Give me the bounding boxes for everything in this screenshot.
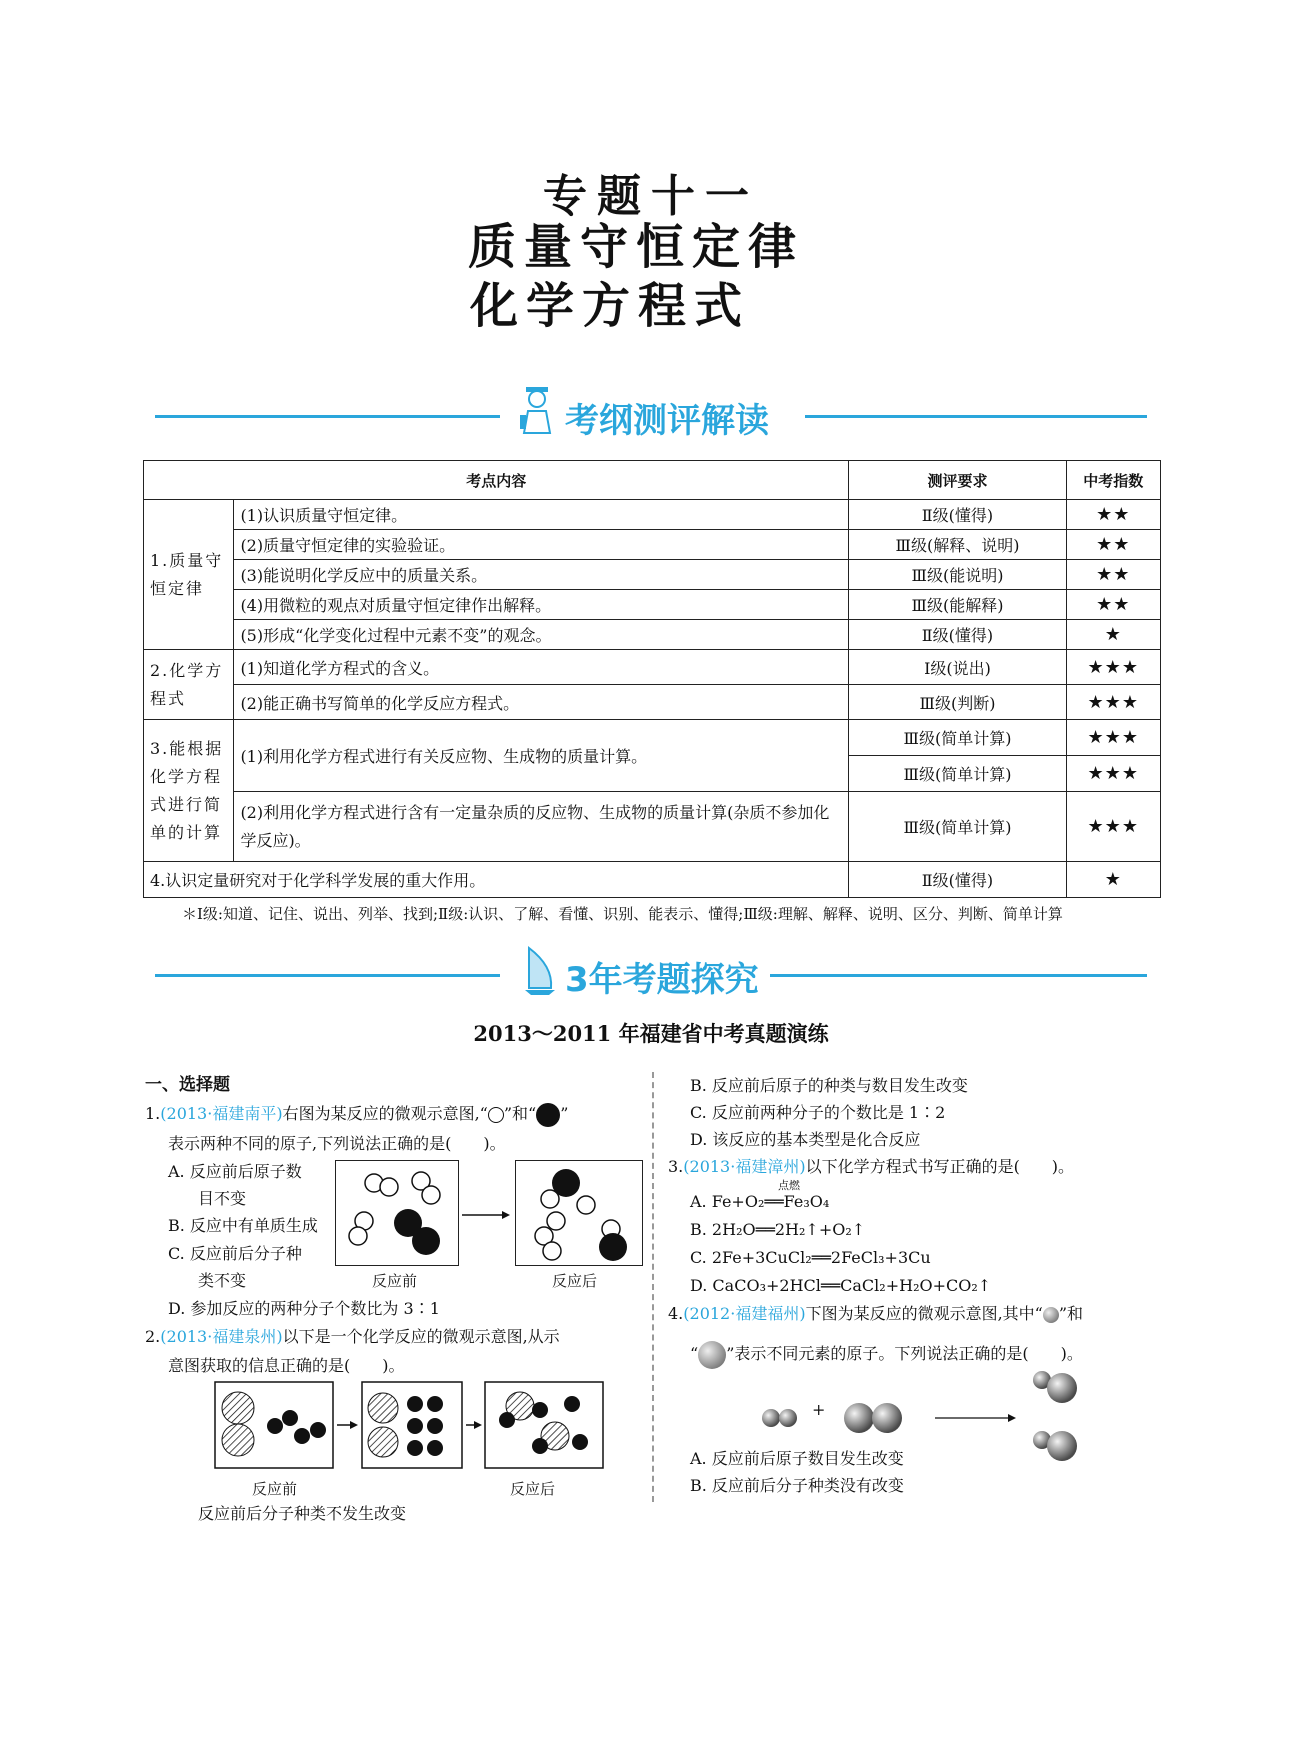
- row-content: (3)能说明化学反应中的质量关系。: [234, 560, 849, 590]
- q2-option-d: D. 该反应的基本类型是化合反应: [690, 1130, 921, 1149]
- question-heading: 一、选择题: [145, 1075, 230, 1095]
- q2-diagram: [210, 1380, 620, 1480]
- q3-stem: [668, 1153, 1074, 1181]
- row-content: (2)质量守恒定律的实验验证。: [234, 530, 849, 560]
- row-content: (2)利用化学方程式进行含有一定量杂质的反应物、生成物的质量计算(杂质不参加化学反应)。: [234, 792, 849, 862]
- q3-option-a: A. Fe+O₂══Fe₃O₄: [690, 1192, 830, 1211]
- section-divider-left: [155, 974, 500, 977]
- sail-icon: [523, 946, 557, 996]
- q2-option-c: C. 反应前两种分子的个数比是 1∶2: [690, 1103, 946, 1122]
- header-index: 中考指数: [1066, 461, 1160, 500]
- row-stars: ★★: [1066, 560, 1160, 590]
- scientist-icon: [518, 385, 556, 435]
- q4-text: “: [690, 1344, 699, 1363]
- header-requirement: 测评要求: [849, 461, 1066, 500]
- q1-text: ”和“: [503, 1104, 537, 1123]
- chapter-title-line1: 质量守恒定律: [468, 219, 805, 275]
- chapter-title-line2: 化学方程式: [470, 278, 751, 334]
- q2-stem-line2: 意图获取的信息正确的是( )。: [168, 1356, 405, 1375]
- q2-caption-after: 反应后: [510, 1480, 556, 1498]
- q4-text: ”表示不同元素的原子。下列说法正确的是( )。: [726, 1344, 1083, 1363]
- chapter-number: 专题十一: [543, 171, 759, 222]
- row-content: (4)用微粒的观点对质量守恒定律作出解释。: [234, 590, 849, 620]
- row-requirement: Ⅲ级(简单计算): [849, 792, 1066, 862]
- q1-text: ”: [560, 1104, 569, 1123]
- row-requirement: Ⅱ级(懂得): [849, 862, 1066, 898]
- row-requirement: Ⅲ级(简单计算): [849, 756, 1066, 792]
- table-row: [144, 685, 1161, 720]
- header-content: 考点内容: [144, 461, 849, 500]
- column-divider: [652, 1072, 654, 1502]
- q1-source: (2013·福建南平): [160, 1104, 283, 1123]
- large-atom-icon: [698, 1341, 726, 1369]
- q2-stem-line1: [145, 1323, 560, 1351]
- row-requirement: Ⅱ级(懂得): [849, 500, 1066, 530]
- row-requirement: Ⅲ级(解释、说明): [849, 530, 1066, 560]
- table-row: [144, 560, 1161, 590]
- q1-option-a: A. 反应前后原子数: [168, 1162, 302, 1181]
- row-requirement: Ⅱ级(懂得): [849, 620, 1066, 650]
- section-divider-right: [770, 974, 1147, 977]
- q3-option-d: D. CaCO₃+2HCl══CaCl₂+H₂O+CO₂↑: [690, 1276, 992, 1295]
- group-label: 1.质量守恒定律: [144, 500, 234, 650]
- q1-option-a-cont: 目不变: [198, 1189, 247, 1208]
- row-content: (1)认识质量守恒定律。: [234, 500, 849, 530]
- table-footnote: ＊Ⅰ级:知道、记住、说出、列举、找到;Ⅱ级:认识、了解、看懂、识别、能表示、懂得;Ⅲ级:理解、解释、说明、区分、判断、简单计算: [182, 905, 1063, 923]
- row-stars: ★★★: [1066, 685, 1160, 720]
- row-stars: ★: [1066, 620, 1160, 650]
- q1-reaction-arrow: [462, 1205, 510, 1224]
- table-row: [144, 500, 1161, 530]
- q4-stem-line2: [690, 1340, 1083, 1369]
- row-stars: ★★: [1066, 530, 1160, 560]
- row-stars: ★★: [1066, 500, 1160, 530]
- q3-text: 以下化学方程式书写正确的是( )。: [805, 1157, 1075, 1176]
- q2-caption-before: 反应前: [252, 1480, 298, 1498]
- table-row: [144, 590, 1161, 620]
- table-row: [144, 792, 1161, 862]
- row-stars: ★★★: [1066, 756, 1160, 792]
- q4-option-b: B. 反应前后分子种类没有改变: [690, 1476, 904, 1495]
- row-stars: ★★★: [1066, 792, 1160, 862]
- section-divider-right: [805, 415, 1147, 418]
- q1-before-box: [335, 1160, 459, 1266]
- row-stars: ★★★: [1066, 650, 1160, 685]
- exam-subtitle: 2013～2011 年福建省中考真题演练: [473, 1021, 829, 1046]
- group-label: 4.认识定量研究对于化学科学发展的重大作用。: [144, 862, 849, 898]
- q1-text: 右图为某反应的微观示意图,“: [282, 1104, 488, 1123]
- table-row: [144, 650, 1161, 685]
- table-row: [144, 720, 1161, 756]
- q4-text: ”和: [1058, 1304, 1084, 1323]
- black-atom-icon: [536, 1103, 560, 1127]
- table-row: [144, 620, 1161, 650]
- q1-caption-after: 反应后: [552, 1272, 598, 1290]
- q1-option-c: C. 反应前后分子种: [168, 1244, 302, 1263]
- table-row: [144, 862, 1161, 898]
- q1-after-box: [515, 1160, 643, 1266]
- row-content: (1)利用化学方程式进行有关反应物、生成物的质量计算。: [234, 720, 849, 792]
- group-label: 2.化学方程式: [144, 650, 234, 720]
- q3-source: (2013·福建漳州): [683, 1157, 806, 1176]
- q3-condition-ignite: 点燃: [778, 1179, 800, 1192]
- table-row: [144, 530, 1161, 560]
- q4-number: 4.: [668, 1304, 684, 1323]
- row-requirement: Ⅲ级(能解释): [849, 590, 1066, 620]
- q1-number: 1.: [145, 1104, 161, 1123]
- q4-stem-line1: [668, 1300, 1083, 1328]
- q4-source: (2012·福建福州): [683, 1304, 806, 1323]
- q1-stem-line2: 表示两种不同的原子,下列说法正确的是( )。: [168, 1134, 506, 1153]
- row-requirement: Ⅲ级(简单计算): [849, 720, 1066, 756]
- white-atom-icon: [488, 1107, 504, 1123]
- q4-option-a: A. 反应前后原子数目发生改变: [690, 1449, 904, 1468]
- q3-option-c: C. 2Fe+3CuCl₂══2FeCl₃+3Cu: [690, 1248, 931, 1267]
- table-header-row: [144, 461, 1161, 500]
- q3-option-b: B. 2H₂O══2H₂↑+O₂↑: [690, 1220, 866, 1239]
- q2-option-a: 反应前后分子种类不发生改变: [198, 1504, 407, 1523]
- small-atom-icon: [1043, 1307, 1059, 1323]
- row-requirement: Ⅲ级(判断): [849, 685, 1066, 720]
- row-stars: ★: [1066, 862, 1160, 898]
- q2-text: 以下是一个化学反应的微观示意图,从示: [282, 1327, 560, 1346]
- q1-caption-before: 反应前: [372, 1272, 418, 1290]
- row-content: (2)能正确书写简单的化学反应方程式。: [234, 685, 849, 720]
- row-content: (5)形成“化学变化过程中元素不变”的观念。: [234, 620, 849, 650]
- q1-option-d: D. 参加反应的两种分子个数比为 3∶1: [168, 1299, 440, 1318]
- section-title-exam: 3年考题探究: [565, 960, 759, 1000]
- row-requirement: Ⅰ级(说出): [849, 650, 1066, 685]
- q4-text: 下图为某反应的微观示意图,其中“: [805, 1304, 1043, 1323]
- q1-option-c-cont: 类不变: [198, 1271, 247, 1290]
- row-content: (1)知道化学方程式的含义。: [234, 650, 849, 685]
- section-divider-left: [155, 415, 500, 418]
- syllabus-table: [143, 460, 1161, 898]
- row-stars: ★★: [1066, 590, 1160, 620]
- q1-option-b: B. 反应中有单质生成: [168, 1216, 318, 1235]
- q1-stem-line1: [145, 1100, 568, 1128]
- group-label: 3.能根据化学方程式进行简单的计算: [144, 720, 234, 862]
- q2-option-b: B. 反应前后原子的种类与数目发生改变: [690, 1076, 968, 1095]
- q2-number: 2.: [145, 1327, 161, 1346]
- q3-number: 3.: [668, 1157, 684, 1176]
- row-stars: ★★★: [1066, 720, 1160, 756]
- section-title-syllabus: 考纲测评解读: [565, 401, 769, 441]
- row-requirement: Ⅲ级(能说明): [849, 560, 1066, 590]
- q4-plus-sign: +: [812, 1400, 826, 1419]
- q2-source: (2013·福建泉州): [160, 1327, 283, 1346]
